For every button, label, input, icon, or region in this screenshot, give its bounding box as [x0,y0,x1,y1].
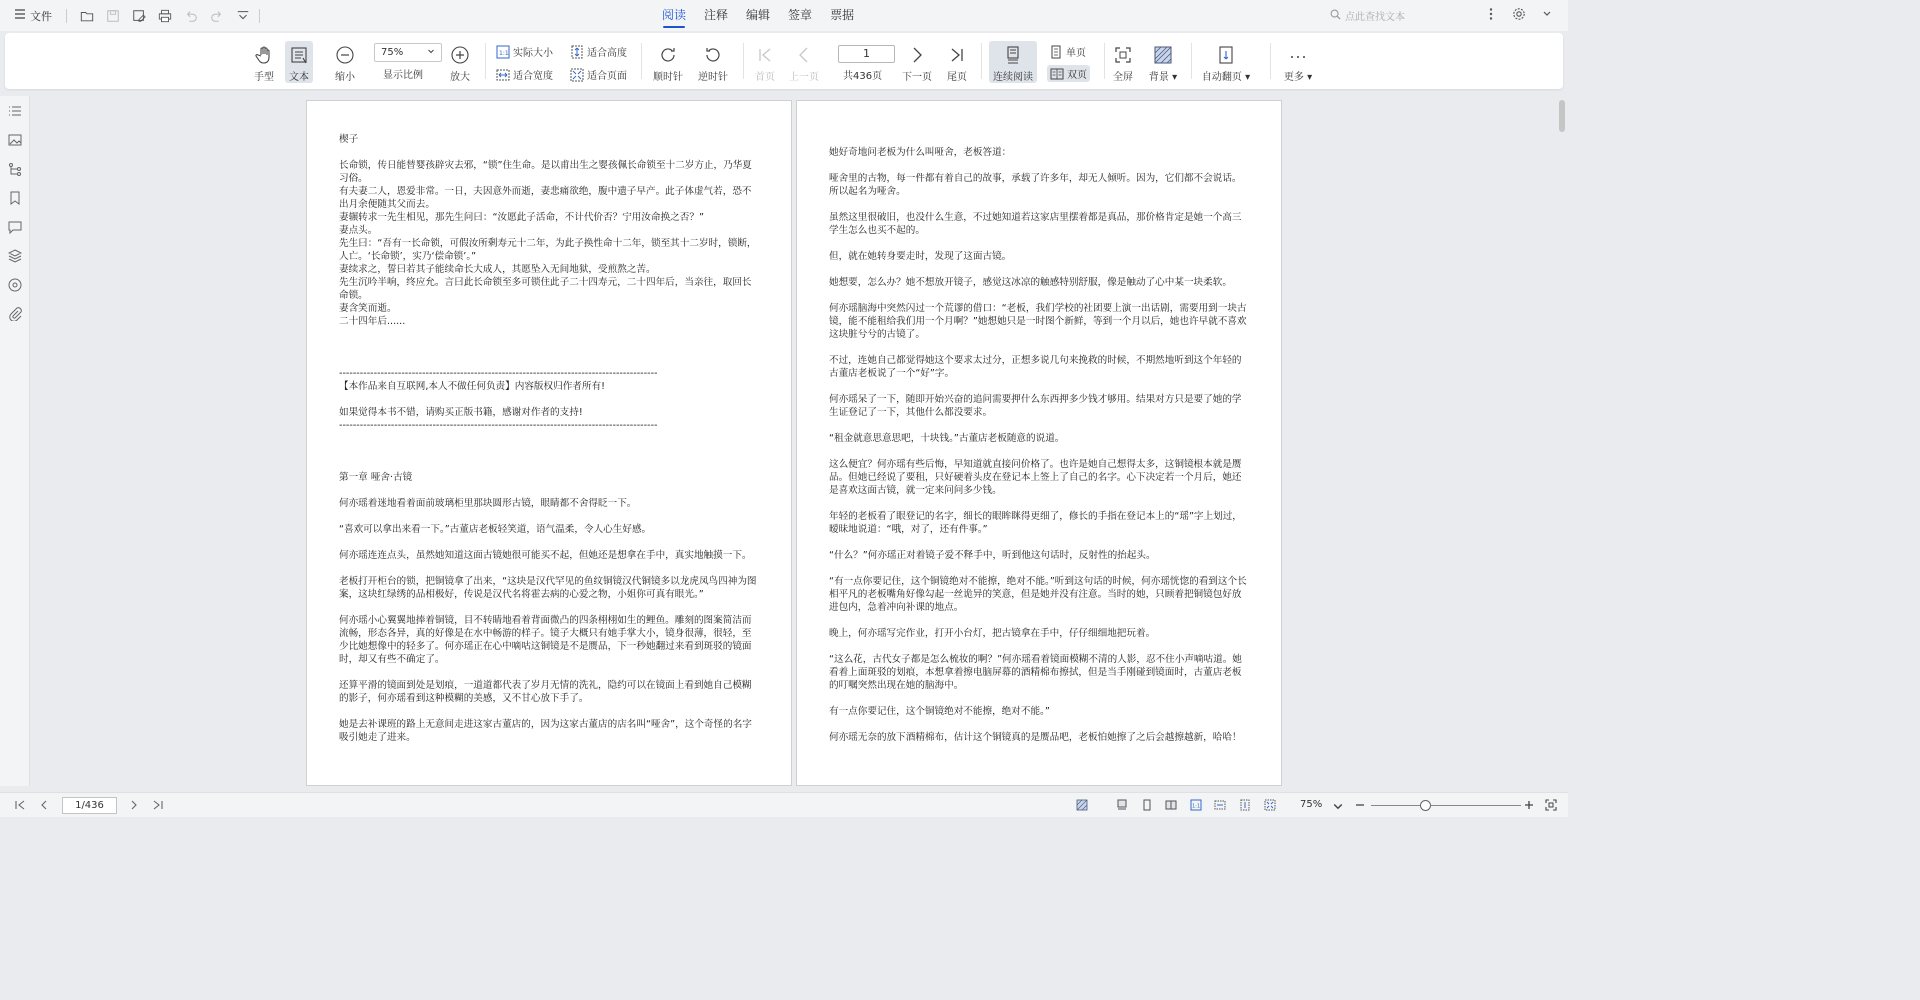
paragraph: “喜欢可以拿出来看一下。”古董店老板轻笑道，语气温柔，令人心生好感。 [339,524,652,535]
rotate-clockwise-label: 顺时针 [653,72,683,83]
paragraph: 年轻的老板看了眼登记的名字，细长的眼眸眯得更细了，修长的手指在登记本上的“瑶”字上划过，暧昧地说道：“哦，对了，还有件事。” [829,511,1242,535]
chevron-right-icon [907,45,927,65]
actual-size-button[interactable] [496,44,553,59]
zoom-out-icon [335,45,355,65]
paragraph: 有一点你要记住，这个铜镜绝对不能擦，绝对不能。” [829,706,1050,717]
divider [259,9,260,23]
text-tool-label: 文本 [289,72,309,83]
background-label: 背景 ▾ [1148,72,1178,83]
rotate-cw-icon [658,45,678,65]
paragraph: 她是去补课班的路上无意间走进这家古董店的，因为这家古董店的店名叫“哑舍”，这个奇怪的名字吸引她走了进来。 [339,719,752,743]
divider [1104,43,1105,79]
zoom-slider-handle[interactable] [1420,800,1431,811]
background-pattern-icon[interactable] [1076,799,1096,811]
tab-annotate[interactable]: 注释 [704,8,729,22]
page-indicator-input[interactable]: 1/436 [62,797,117,814]
paragraph [339,445,759,458]
quick-access-toolbar [79,8,251,24]
auto-flip-button[interactable] [1200,43,1252,83]
fit-page-label: 适合页面 [587,71,627,82]
background-pattern-icon [1153,45,1173,65]
fullscreen-icon[interactable] [1545,799,1557,811]
divider [66,9,67,23]
paragraph: 何亦瑶无奈的放下酒精棉布，估计这个铜镜真的是赝品吧，老板怕她擦了之后会越擦越新，哈哈！ [829,732,1242,743]
file-menu-label: 文件 [30,9,52,23]
paragraph: -------------------------------------------------------------------------------------------- 【本作品来自互联网,本人不做任何负责】内容版权归作者所有! [339,368,658,392]
continuous-reading-label: 连续阅读 [993,72,1033,83]
paragraph: 晚上，何亦瑶写完作业，打开小台灯，把古镜拿在手中，仔仔细细地把玩着。 [829,628,1156,639]
more-button[interactable] [1280,43,1316,83]
tab-edit[interactable]: 编辑 [746,8,771,22]
ribbon-toolbar [5,33,1563,89]
vertical-scrollbar-thumb[interactable] [1559,100,1565,132]
divider [1191,43,1192,79]
hand-icon [254,45,274,65]
single-page-label: 单页 [1066,48,1086,59]
paragraph: 何亦瑶连连点头，虽然她知道这面古镜她很可能买不起，但她还是想拿在手中，真实地触摸一下。 [339,550,752,561]
double-page-label: 双页 [1067,70,1087,81]
bookmark-icon[interactable] [8,191,22,205]
svg-text:1:1: 1:1 [1192,803,1201,810]
divider [981,43,982,79]
paragraph: 何亦瑶小心翼翼地捧着铜镜，目不转睛地看着背面微凸的四条栩栩如生的鲤鱼。雕刻的图案简洁而流畅，形态各异，真的好像是在水中畅游的样子。镜子大概只有她手掌大小，镜身很薄，很轻，至少比她想像中的轻多了。何亦瑶正在心中嘀咕这铜镜是不是赝品，下一秒她翻过来看到斑驳的镜面时，却又有些不确定了。 [339,615,752,665]
zoom-in-button[interactable] [448,43,472,83]
next-page-label: 下一页 [902,72,932,83]
text-select-icon [289,45,309,65]
paragraph: 如果觉得本书不错，请购买正版书籍，感谢对作者的支持! -------------------------------------------------------------------------------------------- [339,407,658,431]
fullscreen-icon [1113,45,1133,65]
status-bar [0,792,1568,817]
fit-height-icon[interactable] [1239,799,1251,811]
page-number-input[interactable]: 1 [838,45,895,63]
actual-size-icon [496,45,510,59]
hand-tool-button[interactable] [251,43,277,83]
chevron-down-icon[interactable] [1332,800,1340,812]
fullscreen-button[interactable] [1111,43,1135,83]
save-icon[interactable] [105,8,121,24]
paragraph: 虽然这里很破旧，也没什么生意，不过她知道若这家店里摆着都是真品，那价格肯定是她一个高三学生怎么也买不起的。 [829,212,1242,236]
auto-flip-label: 自动翻页 ▾ [1201,72,1251,83]
single-page-icon[interactable] [1141,799,1153,811]
fit-page-icon [570,68,584,82]
zoom-out-label: 缩小 [335,72,355,83]
last-page-label: 尾页 [947,72,967,83]
zoom-in-icon [450,45,470,65]
paragraph: 还算平滑的镜面到处是划痕，一道道都代表了岁月无情的洗礼，隐约可以在镜面上看到她自己模糊的影子，何亦瑶看到这种模糊的美感，又不甘心放下手了。 [339,680,752,704]
zoom-ratio-label: 显示比例 [383,70,423,81]
tab-invoice[interactable]: 票据 [830,8,855,22]
tab-read[interactable]: 阅读 [660,0,688,31]
fit-height-label: 适合高度 [587,48,627,59]
chevron-down-icon [427,47,435,58]
paragraph: 长命锁，传日能替婴孩辟灾去邪，“锁”住生命。是以甫出生之婴孩佩长命锁至十二岁方止，乃华夏习俗。 有夫妻二人，恩爱非常。一日，夫因意外而逝，妻悲痛欲绝，腹中遗子早产。此子体虚气若，恐不出月余便随其父而去。 妻辗转求一先生相见，那先生问曰：“汝愿此子活命，不计代价否？宁用汝命换之否？” 妻点头。 先生曰：“吾有一长命锁，可假汝所剩寿元十二年，为此子换性命十二年，锁至其十二岁时，锁断，人亡。‘长命锁’，实乃‘偿命锁’。” 妻续求之，誓曰若其子能续命长大成人，其愿坠入无间地狱，受煎熬之苦。 先生沉吟半响，终应允。言曰此长命锁至多可锁住此子二十四寿元，二十四年后，当亲往，取回长命锁。 妻含笑而逝。 二十四年后...... [339,160,757,327]
divider [743,43,744,79]
rotate-clockwise-button[interactable] [651,43,685,83]
fit-width-icon [496,68,510,82]
fit-width-icon[interactable] [1214,799,1226,811]
more-vertical-icon[interactable] [1484,7,1498,24]
fit-width-button[interactable] [496,67,553,82]
search-icon [1330,9,1341,23]
continuous-scroll-icon [1003,45,1023,65]
fit-page-icon[interactable] [1264,799,1276,811]
fit-page-button[interactable] [570,67,627,82]
open-folder-icon[interactable] [79,8,95,24]
page-text [339,133,759,757]
divider [485,43,486,79]
attachment-icon[interactable] [8,307,22,321]
first-page-button[interactable] [753,43,777,83]
zoom-select[interactable] [374,43,442,62]
first-page-icon [755,45,775,65]
zoom-out-icon[interactable] [1354,799,1366,811]
paragraph: “有一点你要记住，这个铜镜绝对不能擦，绝对不能。”听到这句话的时候，何亦瑶恍惚的看到这个长相平凡的老板嘴角好像勾起一丝诡异的笑意，但是她并没有注意。当时的她，只顾着把铜镜包好放进包内，急着冲向补课的地点。 [829,576,1247,613]
window-controls [1484,7,1554,24]
hand-tool-label: 手型 [254,72,274,83]
page-text [829,146,1249,757]
redo-icon[interactable] [209,8,225,24]
paragraph: 何亦瑶脑海中突然闪过一个荒谬的借口：“老板，我们学校的社团要上演一出话剧，需要用到一块古镜，能不能租给我们用一个月啊？”她想她只是一时图个新鲜，等到一个月以后，她也许早就不喜欢这块脏兮兮的古镜了。 [829,303,1247,340]
first-page-label: 首页 [755,72,775,83]
single-page-button[interactable] [1049,44,1086,59]
zoom-value[interactable]: 75% [1300,799,1323,810]
actual-size-icon[interactable] [1190,799,1202,811]
first-page-icon[interactable] [14,799,26,811]
prev-page-button[interactable] [787,43,821,83]
last-page-icon [947,45,967,65]
divider [641,43,642,79]
paragraph: 这么便宜？何亦瑶有些后悔，早知道就直接问价格了。也许是她自己想得太多，这铜镜根本就是赝品。但她已经说了要租，只好硬着头皮在登记本上签上了自己的名字。心下决定若一个月后，她还是喜欢这面古镜，就一定来问问多少钱。 [829,459,1242,496]
last-page-icon[interactable] [152,799,164,811]
paragraph: “什么？”何亦瑶正对着镜子爱不释手中，听到他这句话时，反射性的抬起头。 [829,550,1156,561]
document-page-right[interactable] [796,100,1282,786]
continuous-scroll-icon[interactable] [1116,799,1128,811]
zoom-in-icon[interactable] [1523,799,1535,811]
undo-icon[interactable] [183,8,199,24]
paragraph: 她好奇地问老板为什么叫哑舍，老板答道： [829,147,1012,158]
more-horizontal-icon [1288,45,1308,65]
fit-height-button[interactable] [570,44,627,59]
file-menu-button[interactable] [0,8,62,24]
text-tool-button[interactable] [285,41,313,83]
more-label: 更多 ▾ [1283,72,1313,83]
hamburger-icon [14,8,26,23]
rotate-counterclockwise-button[interactable] [696,43,730,83]
zoom-select-value: 75% [381,47,404,58]
comment-icon[interactable] [8,220,22,234]
double-page-button[interactable] [1047,65,1090,82]
paragraph: 她想要，怎么办？她不想放开镜子，感觉这冰凉的触感特别舒服，像是触动了心中某一块柔软。 [829,277,1232,288]
signature-icon[interactable] [8,278,22,292]
paragraph: 老板打开柜台的锁，把铜镜拿了出来，“这块是汉代罕见的鱼纹铜镜汉代铜镜多以龙虎凤鸟四神为图案，这块红绿绣的品相极好，传说是汉代名将霍去病的心爱之物，小姐你可真有眼光。” [339,576,757,600]
chevron-left-icon[interactable] [38,799,50,811]
paragraph: 不过，连她自己都觉得她这个要求太过分，正想多说几句来挽救的时候，不期然地听到这个年轻的古董店老板说了一个“好”字。 [829,355,1242,379]
svg-text:1:1: 1:1 [499,49,509,57]
paragraph: “租金就意思意思吧，十块钱。”古董店老板随意的说道。 [829,433,1065,444]
actual-size-label: 实际大小 [513,48,553,59]
structure-tree-icon[interactable] [8,162,22,176]
rotate-ccw-icon [703,45,723,65]
chevron-left-icon [794,45,814,65]
paragraph [339,341,759,354]
paragraph: 楔子 [339,134,359,145]
menu-bar [0,0,1568,31]
save-as-icon[interactable] [131,8,147,24]
total-pages-label: 共436页 [843,71,883,82]
document-page-left[interactable] [306,100,792,786]
print-icon[interactable] [157,8,173,24]
outline-list-icon[interactable] [8,104,22,118]
paragraph: 何亦瑶呆了一下，随即开始兴奋的追问需要押什么东西押多少钱才够用。结果对方只是要了她的学生证登记了一下，其他什么都没要求。 [829,394,1242,418]
double-page-icon [1050,67,1064,81]
auto-flip-icon [1216,45,1236,65]
divider [1270,43,1271,79]
chevron-right-icon[interactable] [128,799,140,811]
paragraph: “这么花，古代女子都是怎么梳妆的啊？”何亦瑶看着镜面模糊不清的人影，忍不住小声嘀咕道。她看着上面斑驳的划痕，本想拿着擦电脑屏幕的酒精棉布擦拭，但是当手刚碰到镜面时，古董店老板的叮嘱突然出现在她的脑海中。 [829,654,1242,691]
customize-toolbar-icon[interactable] [235,8,251,24]
rotate-counterclockwise-label: 逆时针 [698,72,728,83]
paragraph: 何亦瑶着迷地看着面前玻璃柜里那块圆形古镜，眼睛都不舍得眨一下。 [339,498,637,509]
zoom-in-label: 放大 [450,72,470,83]
paragraph: 哑舍里的古物，每一件都有着自己的故事，承载了许多年，却无人倾听。因为，它们都不会说话。所以起名为哑舍。 [829,173,1242,197]
tab-sign[interactable]: 签章 [788,8,813,22]
fit-width-label: 适合宽度 [513,71,553,82]
document-view[interactable] [30,96,1568,786]
layers-icon[interactable] [8,249,22,263]
continuous-reading-button[interactable] [989,41,1037,83]
search-placeholder: 点此查找文本 [1345,12,1405,23]
thumbnail-image-icon[interactable] [8,133,22,147]
background-button[interactable] [1145,43,1181,83]
fit-height-icon [570,45,584,59]
zoom-slider-track[interactable] [1371,805,1521,806]
ribbon-tabs [660,0,856,31]
paragraph: 但，就在她转身要走时，发现了这面古镜。 [829,251,1012,262]
double-page-icon[interactable] [1165,799,1177,811]
single-page-icon [1049,45,1063,59]
next-page-button[interactable] [900,43,934,83]
gear-icon[interactable] [1512,7,1526,24]
zoom-out-button[interactable] [333,43,357,83]
paragraph: 第一章 哑舍·古镜 [339,472,413,483]
fullscreen-label: 全屏 [1113,72,1133,83]
prev-page-label: 上一页 [789,72,819,83]
left-sidebar [0,96,30,786]
search-input[interactable] [1330,8,1405,23]
last-page-button[interactable] [945,43,969,83]
chevron-down-icon[interactable] [1540,7,1554,24]
